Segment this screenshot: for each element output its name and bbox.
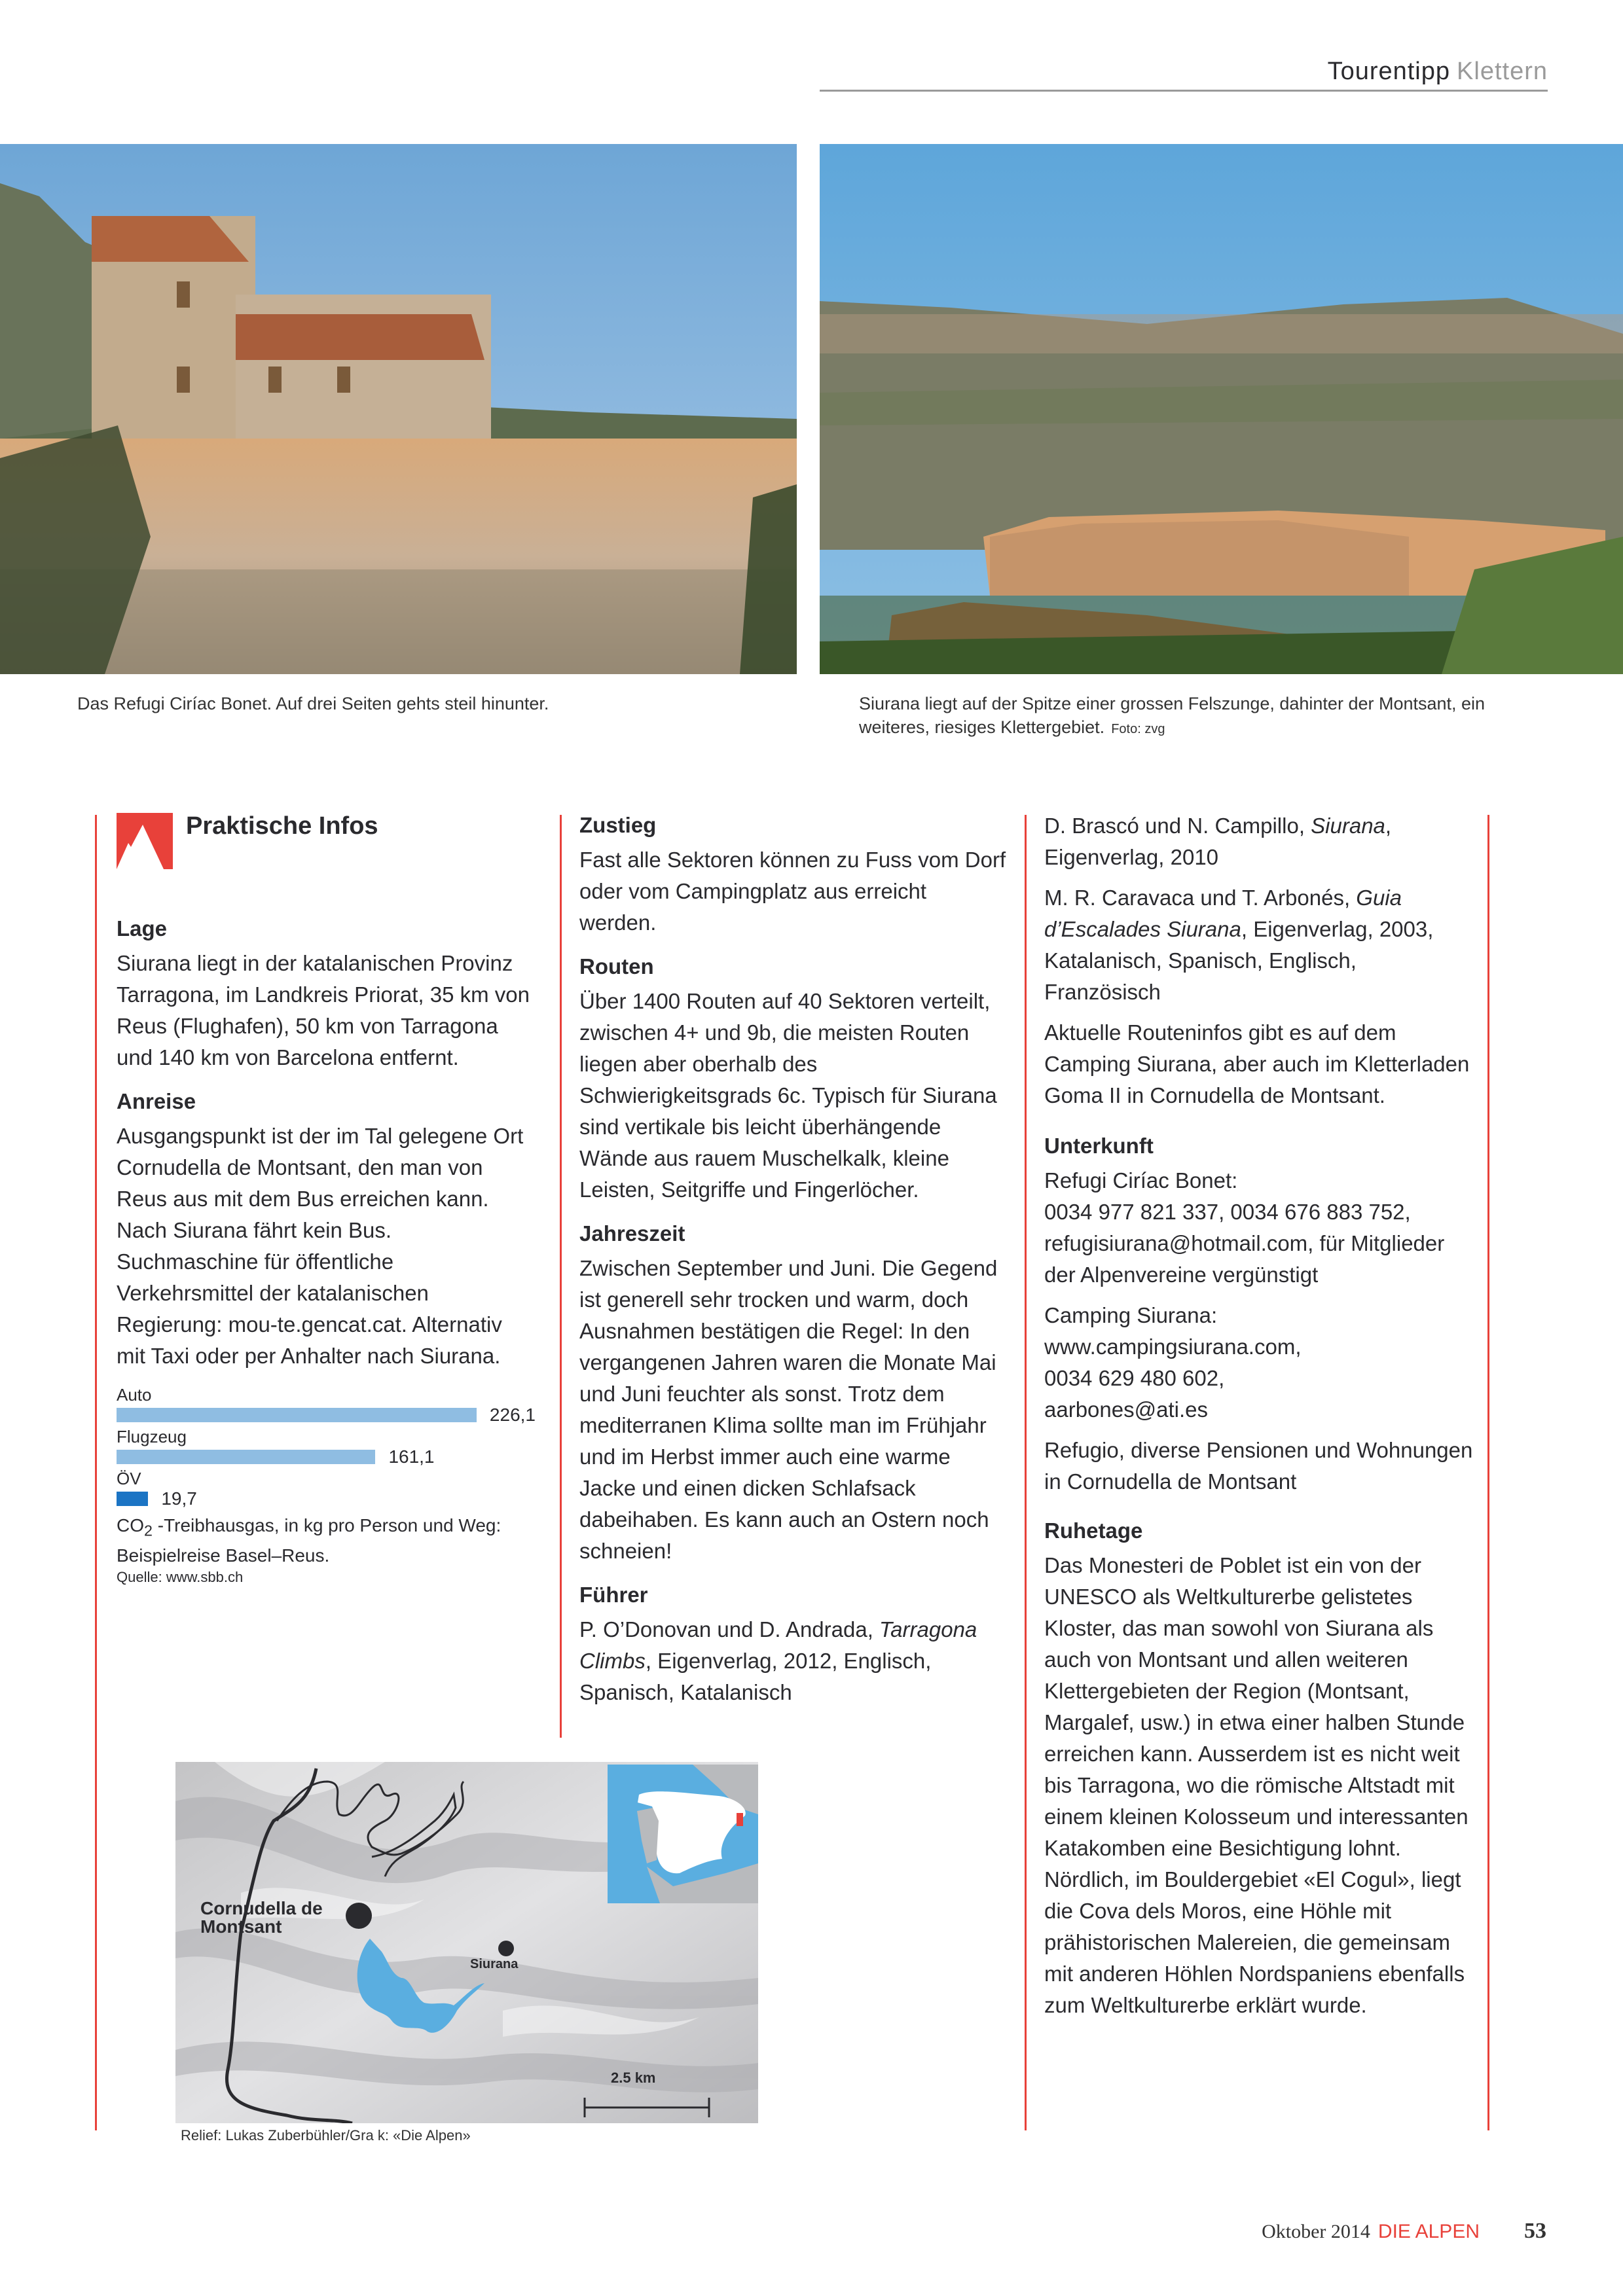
guidebook-entry — [579, 1614, 1008, 1708]
map-label-siurana: Siurana — [470, 1957, 519, 1971]
bar-value-label: 161,1 — [388, 1446, 435, 1467]
section-text: Über 1400 Routen auf 40 Sektoren verteilt, zwischen 4+ und 9b, die meisten Routen liegen aber oberhalb des Schwierigkeitsgrads 6c. Typisch für Siurana sind vertikale bis leicht überhängende Wände aus rauem Muschelkalk, kleine Leisten, Seitgriffe und Fingerlöcher. — [579, 989, 997, 1202]
co2-note-text: -Treibhausgas, in kg pro Person und Weg: Beispielreise Basel–Reus. — [117, 1515, 501, 1566]
section-routen — [579, 952, 1008, 1206]
lodging-camping — [1044, 1300, 1473, 1426]
location-marker — [737, 1813, 743, 1826]
book-title: Guia d’Escalades Siurana — [1044, 886, 1402, 941]
lodging-name: Camping Siurana: — [1044, 1303, 1218, 1327]
book-details: , Eigenverlag, 2012, Englisch, Spanisch, Katalanisch — [579, 1649, 932, 1704]
page-number: 53 — [1524, 2219, 1546, 2243]
section-text: Fast alle Sektoren können zu Fuss vom Dorf oder vom Campingplatz aus erreicht werden. — [579, 848, 1006, 935]
infobox-header — [117, 810, 536, 894]
section-fuehrer — [579, 1580, 1008, 1708]
bar-auto — [117, 1408, 477, 1422]
relief-map — [175, 1762, 758, 2123]
town-marker-siurana — [498, 1941, 514, 1956]
photo-caption-left: Das Refugi Ciríac Bonet. Auf drei Seiten gehts steil hinunter. — [77, 694, 549, 713]
column-rule — [560, 815, 562, 1738]
map-scale-label: 2.5 km — [611, 2070, 656, 2086]
section-heading: Routen — [579, 954, 654, 978]
section-fuehrer-cont — [1044, 810, 1473, 1111]
book-details: , Eigenverlag, 2003, Katalanisch, Spanisch, Englisch, Französisch — [1044, 917, 1434, 1004]
kicker-section: Klettern — [1457, 58, 1548, 85]
section-heading: Unterkunft — [1044, 1134, 1154, 1158]
inset-locator-map — [608, 1765, 758, 1903]
bar-label: Auto — [117, 1385, 152, 1405]
section-anreise — [117, 1086, 536, 1372]
book-title: Tarragona Climbs — [579, 1617, 977, 1673]
infobox-column-1 — [117, 810, 536, 1587]
issue-date: Oktober 2014 — [1262, 2221, 1370, 2242]
mountain-peak-icon — [117, 813, 173, 869]
guidebook-entry — [1044, 882, 1473, 1008]
column-rule — [1025, 815, 1027, 2130]
lodging-email[interactable]: refugisiurana@hotmail.com, für Mitglieder der Alpenvereine vergünstigt — [1044, 1231, 1445, 1287]
photo-credit: Foto: zvg — [1111, 722, 1165, 736]
section-unterkunft — [1044, 1131, 1473, 1498]
book-authors: M. R. Caravaca und T. Arbonés, — [1044, 886, 1357, 910]
lodging-email[interactable]: aarbones@ati.es — [1044, 1397, 1208, 1422]
chart-caption — [117, 1513, 536, 1568]
section-heading: Anreise — [117, 1089, 196, 1113]
routeinfo-text: Aktuelle Routeninfos gibt es auf dem Camping Siurana, aber auch im Kletterladen Goma II in Cornudella de Montsant. — [1044, 1020, 1470, 1107]
co2-subscript: 2 — [144, 1522, 153, 1539]
co2-text: CO — [117, 1515, 144, 1535]
bar-value-label: 226,1 — [489, 1405, 536, 1425]
infobox-title: Praktische Infos — [186, 812, 378, 840]
section-heading: Ruhetage — [1044, 1518, 1143, 1543]
book-details: , Eigenverlag, 2010 — [1044, 814, 1392, 869]
section-kicker — [1328, 58, 1548, 86]
photo-siurana — [820, 144, 1623, 674]
magazine-name: DIE ALPEN — [1377, 2221, 1480, 2242]
photo-refugi — [0, 144, 797, 674]
section-jahreszeit — [579, 1219, 1008, 1567]
section-text: Zwischen September und Juni. Die Gegend ist generell sehr trocken und warm, doch Ausnahmen bestätigen die Regel: In den vergangenen Jahren waren die Monate Mai und Juni feuchter als sonst. Trotz dem mediterranen Klima sollte man im Frühjahr und im Herbst immer auch eine warme Jacke und einen dicken Schlafsack dabeihaben. Es kann auch an Ostern noch schneien! — [579, 1256, 998, 1563]
section-ruhetage — [1044, 1516, 1473, 2021]
chart-source: Quelle: www.sbb.ch — [117, 1568, 244, 1585]
page-header — [820, 54, 1548, 92]
bar-label: ÖV — [117, 1469, 141, 1488]
map-credit: Relief: Lukas Zuberbühler/Gra k: «Die Alpen» — [181, 2127, 471, 2144]
section-text: Ausgangspunkt ist der im Tal gelegene Ort Cornudella de Montsant, den man von Reus aus mit dem Bus erreichen kann. Nach Siurana fährt kein Bus. Suchmaschine für öffentliche Verkehrsmittel der katalanischen Regierung: mou-te.gencat.cat. Alternativ mit Taxi oder per Anhalter nach Siurana. — [117, 1124, 524, 1368]
co2-chart — [117, 1385, 536, 1587]
infobox-column-2 — [579, 810, 1008, 1721]
section-lage — [117, 914, 536, 1073]
section-text: Siurana liegt in der katalanischen Provinz Tarragona, im Landkreis Priorat, 35 km von Reus (Flughafen), 50 km von Tarragona und 140 km von Barcelona entfernt. — [117, 951, 530, 1069]
kicker-main: Tourentipp — [1327, 58, 1451, 85]
book-title: Siurana — [1311, 814, 1385, 838]
section-text: Das Monesteri de Poblet ist ein von der UNESCO als Weltkulturerbe gelistetes Kloster, das man sowohl von Siurana als auch von Montsant und allen weiteren Klettergebieten der Region (Montsant, Margalef, usw.) in etwa einer halben Stunde erreichen kann. Ausserdem ist es nicht weit bis Tarragona, wo die römische Altstadt mit einem kleinen Kolosseum und interessanten Katakomben eine Besichtigung lohnt. Nördlich, im Bouldergebiet «El Cogul», liegt die Cova dels Moros, eine Höhle mit prähistorischen Malereien, die gemeinsam mit anderen Höhlen Nordspaniens ebenfalls zum Weltkulturerbe erklärt wurde. — [1044, 1553, 1468, 2017]
book-authors: D. Brascó und N. Campillo, — [1044, 814, 1311, 838]
lodging-phones: 0034 977 821 337, 0034 676 883 752, — [1044, 1200, 1411, 1224]
caption-text: Siurana liegt auf der Spitze einer grossen Felszunge, dahinter der Montsant, ein weiteres, riesiges Klettergebiet. — [859, 694, 1486, 737]
photo-caption-right — [859, 692, 1514, 741]
infobox-column-3 — [1044, 810, 1473, 2034]
section-heading: Lage — [117, 916, 168, 941]
co2-bars — [117, 1385, 536, 1509]
column-rule — [1487, 815, 1489, 2130]
bar-value-label: 19,7 — [161, 1488, 197, 1509]
guidebook-entry — [1044, 810, 1473, 873]
section-zustieg — [579, 810, 1008, 939]
lodging-phone: 0034 629 480 602, — [1044, 1366, 1225, 1390]
section-heading: Führer — [579, 1583, 648, 1607]
section-heading: Jahreszeit — [579, 1221, 685, 1246]
lodging-other: Refugio, diverse Pensionen und Wohnungen in Cornudella de Montsant — [1044, 1438, 1473, 1494]
map-label-cornudella: Cornudella de Montsant — [200, 1898, 323, 1937]
bar-row-oev — [117, 1488, 536, 1509]
lodging-refugi — [1044, 1165, 1473, 1291]
bar-oev — [117, 1492, 148, 1506]
column-rule — [95, 815, 97, 2130]
bar-row-flugzeug — [117, 1446, 536, 1467]
bar-row-auto — [117, 1405, 536, 1426]
town-marker-cornudella — [346, 1903, 372, 1929]
lodging-name: Refugi Ciríac Bonet: — [1044, 1168, 1238, 1193]
bar-flugzeug — [117, 1450, 375, 1464]
section-heading: Zustieg — [579, 813, 657, 837]
book-authors: P. O’Donovan und D. Andrada, — [579, 1617, 880, 1641]
page-footer — [1262, 2219, 1546, 2244]
bar-label: Flugzeug — [117, 1427, 187, 1446]
lodging-website[interactable]: www.campingsiurana.com, — [1044, 1335, 1302, 1359]
